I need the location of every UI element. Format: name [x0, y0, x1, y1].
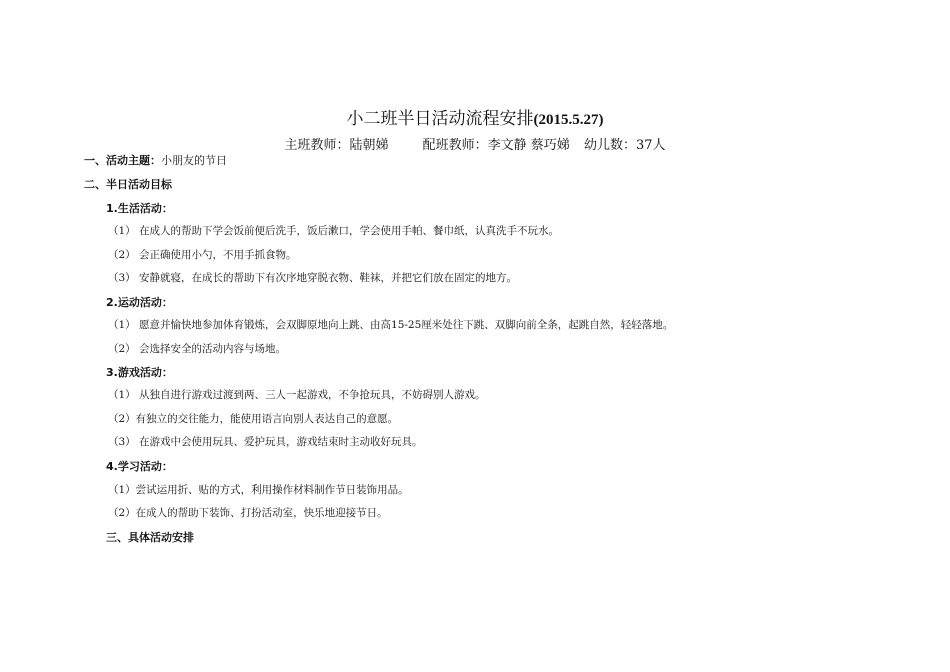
section-goals: 二、半日活动目标 — [84, 178, 172, 191]
main-teacher: 主班教师：陆朝娣 — [284, 138, 389, 153]
document-title — [0, 104, 950, 129]
section-schedule: 三、具体活动安排 — [106, 531, 194, 544]
game-item: （2）有独立的交往能力，能使用语言向别人表达自己的意愿。 — [108, 413, 399, 425]
life-item: （1） 在成人的帮助下学会饭前便后洗手，饭后漱口，学会使用手帕、餐巾纸，认真洗手不玩水。 — [108, 225, 560, 237]
section-theme-value: 小朋友的节日 — [161, 154, 227, 167]
section-theme-label: 一、活动主题： — [84, 154, 161, 167]
sport-item: （1） 愿意并愉快地参加体育锻炼，会双脚原地向上跳、由高15-25厘米处往下跳、双脚向前全条，起跳自然，轻轻落地。 — [108, 319, 674, 331]
life-item: （3） 安静就寝，在成长的帮助下有次序地穿脱衣物、鞋袜，并把它们放在固定的地方。 — [108, 272, 518, 284]
title-date: (2015.5.27) — [533, 112, 604, 128]
study-item: （1）尝试运用折、贴的方式，利用操作材料制作节日装饰用品。 — [108, 484, 409, 496]
study-heading: 4.学习活动： — [106, 460, 173, 473]
teacher-info — [0, 134, 950, 153]
section-theme — [84, 152, 227, 168]
life-item: （2） 会正确使用小勺，不用手抓食物。 — [108, 249, 297, 261]
game-item: （3） 在游戏中会使用玩具、爱护玩具，游戏结束时主动收好玩具。 — [108, 436, 423, 448]
sport-item: （2） 会选择安全的活动内容与场地。 — [108, 343, 287, 355]
game-item: （1） 从独自进行游戏过渡到两、三人一起游戏，不争抢玩具，不妨碍别人游戏。 — [108, 389, 486, 401]
assist-teachers: 配班教师：李文静 蔡巧娣 — [422, 138, 570, 153]
title-text: 小二班半日活动流程安排 — [346, 109, 534, 129]
game-heading: 3.游戏活动： — [106, 366, 173, 379]
sport-heading: 2.运动活动： — [106, 296, 173, 309]
child-count: 幼儿数：37人 — [583, 138, 666, 153]
study-item: （2）在成人的帮助下装饰、打扮活动室，快乐地迎接节日。 — [108, 507, 388, 519]
life-heading: 1.生活活动： — [106, 202, 173, 215]
